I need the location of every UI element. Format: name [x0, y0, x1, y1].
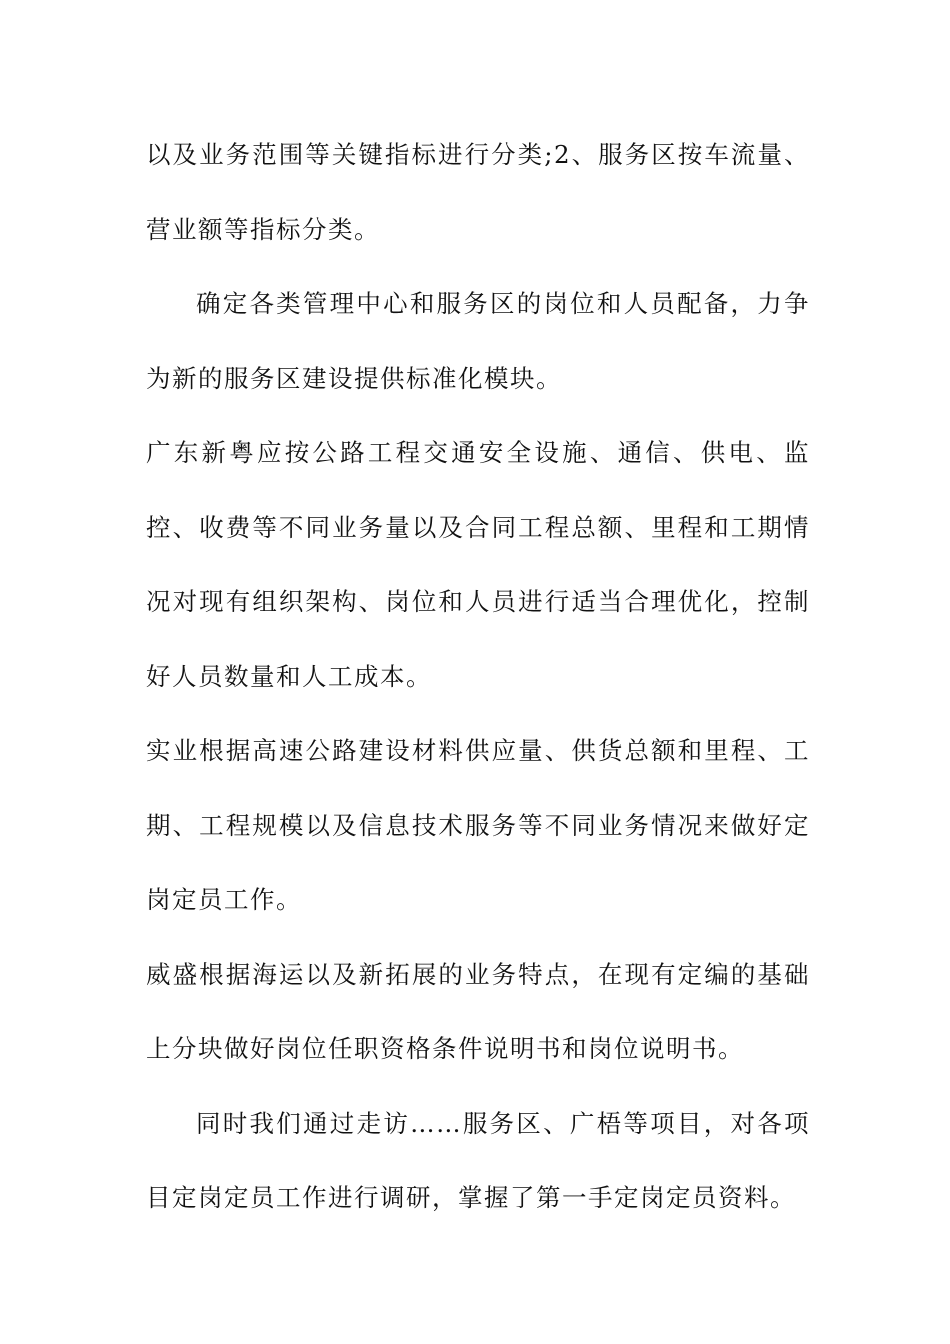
paragraph-2: 确定各类管理中心和服务区的岗位和人员配备，力争为新的服务区建设提供标准化模块。: [146, 289, 810, 393]
paragraph-4: 实业根据高速公路建设材料供应量、供货总额和里程、工期、工程规模以及信息技术服务等不同业务情况来做好定岗定员工作。: [146, 736, 810, 914]
document-body: [146, 118, 810, 1236]
paragraph-5: 威盛根据海运以及新拓展的业务特点，在现有定编的基础上分块做好岗位任职资格条件说明书和岗位说明书。: [146, 959, 810, 1063]
paragraph-3: 广东新粤应按公路工程交通安全设施、通信、供电、监控、收费等不同业务量以及合同工程总额、里程和工期情况对现有组织架构、岗位和人员进行适当合理优化，控制好人员数量和人工成本。: [146, 438, 810, 691]
paragraph-1: 以及业务范围等关键指标进行分类;2、服务区按车流量、营业额等指标分类。: [146, 140, 810, 244]
paragraph-6: 同时我们通过走访……服务区、广梧等项目，对各项目定岗定员工作进行调研，掌握了第一手定岗定员资料。: [146, 1108, 810, 1212]
